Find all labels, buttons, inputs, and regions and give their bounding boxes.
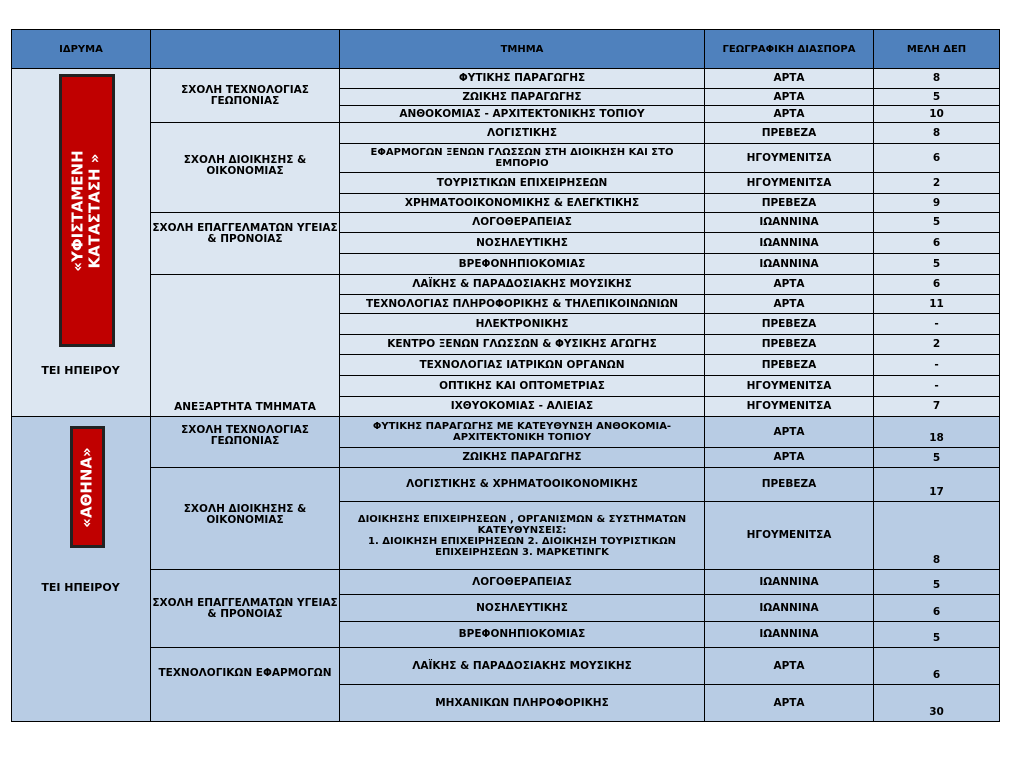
section1-loc-15 <box>704 375 874 397</box>
section1-dep-7 <box>873 212 1000 233</box>
section1-dept-12-text: ΗΛΕΚΤΡΟΝΙΚΗΣ <box>475 317 569 330</box>
section2-dep-1-text: 5 <box>932 452 941 464</box>
section1-loc-1 <box>704 88 874 106</box>
section1-dept-0 <box>339 68 705 89</box>
section1-school-1 <box>150 122 340 213</box>
section2-dep-7 <box>873 647 1000 685</box>
section2-dept-2 <box>339 467 705 502</box>
section2-banner-text: «ΑΘΗΝΑ» <box>78 446 96 528</box>
section1-dep-14 <box>873 354 1000 376</box>
section2-dep-7-text: 6 <box>932 669 941 681</box>
section2-dep-1 <box>873 447 1000 468</box>
section2-school-3-text: ΤΕΧΝΟΛΟΓΙΚΩΝ ΕΦΑΡΜΟΓΩΝ <box>158 667 332 679</box>
section1-dep-4 <box>873 143 1000 173</box>
section2-dep-2 <box>873 467 1000 502</box>
section1-school-3 <box>150 274 340 417</box>
section2-dept-5-text: ΝΟΣΗΛΕΥΤΙΚΗΣ <box>476 601 568 614</box>
header-tmima <box>339 29 705 69</box>
section1-loc-6 <box>704 193 874 213</box>
section2-dep-8 <box>873 684 1000 722</box>
section2-loc-2 <box>704 467 874 502</box>
section1-dept-10 <box>339 274 705 295</box>
section1-dept-7 <box>339 212 705 233</box>
section1-loc-1-text: ΑΡΤΑ <box>773 90 805 103</box>
section1-dept-6-text: ΧΡΗΜΑΤΟΟΙΚΟΝΟΜΙΚΗΣ & ΕΛΕΓΚΤΙΚΗΣ <box>404 196 640 209</box>
section1-dep-15 <box>873 375 1000 397</box>
section1-dept-3 <box>339 122 705 144</box>
section1-dept-8 <box>339 232 705 254</box>
section1-loc-12-text: ΠΡΕΒΕΖΑ <box>761 317 817 330</box>
section1-loc-15-text: ΗΓΟΥΜΕΝΙΤΣΑ <box>746 379 832 392</box>
section1-dept-2-text: ΑΝΘΟΚΟΜΙΑΣ - ΑΡΧΙΤΕΚΤΟΝΙΚΗΣ ΤΟΠΙΟΥ <box>399 107 645 120</box>
section2-dept-8 <box>339 684 705 722</box>
section1-dep-3-text: 8 <box>932 126 941 139</box>
section2-loc-4-text: ΙΩΑΝΝΙΝΑ <box>759 575 819 588</box>
section1-loc-6-text: ΠΡΕΒΕΖΑ <box>761 196 817 209</box>
section1-dep-5-text: 2 <box>932 176 941 189</box>
section1-dep-15-text: - <box>934 379 939 392</box>
section1-dept-16 <box>339 396 705 417</box>
section1-loc-8-text: ΙΩΑΝΝΙΝΑ <box>759 236 819 249</box>
section1-loc-8 <box>704 232 874 254</box>
section1-dep-8-text: 6 <box>932 236 941 249</box>
section2-dept-6-text: ΒΡΕΦΟΝΗΠΙΟΚΟΜΙΑΣ <box>458 628 586 640</box>
section1-school-0-text: ΣΧΟΛΗ ΤΕΧΝΟΛΟΓΙΑΣ ΓΕΩΠΟΝΙΑΣ <box>181 83 309 107</box>
section1-loc-16 <box>704 396 874 417</box>
section1-dep-8 <box>873 232 1000 254</box>
section2-school-2 <box>150 569 340 648</box>
header-meli <box>873 29 1000 69</box>
section1-dept-1-text: ΖΩΙΚΗΣ ΠΑΡΑΓΩΓΗΣ <box>462 90 582 103</box>
section2-dept-0 <box>339 416 705 448</box>
section2-dept-2-text: ΛΟΓΙΣΤΙΚΗΣ & ΧΡΗΜΑΤΟΟΙΚΟΝΟΜΙΚΗΣ <box>406 478 638 490</box>
section1-dept-9-text: ΒΡΕΦΟΝΗΠΙΟΚΟΜΙΑΣ <box>458 257 586 270</box>
section1-loc-14-text: ΠΡΕΒΕΖΑ <box>761 358 817 371</box>
section2-loc-3-text: ΗΓΟΥΜΕΝΙΤΣΑ <box>746 529 832 541</box>
section2-dep-0 <box>873 416 1000 448</box>
section1-school-3-text: ΑΝΕΞΑΡΤΗΤΑ ΤΜΗΜΑΤΑ <box>174 401 316 413</box>
section2-dep-0-text: 18 <box>929 432 944 444</box>
section2-dept-5 <box>339 594 705 622</box>
section1-loc-3-text: ΠΡΕΒΕΖΑ <box>761 126 817 139</box>
section2-school-1-text: ΣΧΟΛΗ ΔΙΟΙΚΗΣΗΣ & ΟΙΚΟΝΟΜΙΑΣ <box>183 503 307 526</box>
section2-dep-6-text: 5 <box>932 632 941 644</box>
section2-school-3 <box>150 647 340 722</box>
header-diaspora <box>704 29 874 69</box>
section2-loc-3 <box>704 501 874 570</box>
section1-dep-9 <box>873 253 1000 275</box>
section1-dep-4-text: 6 <box>932 151 941 164</box>
section1-dep-0 <box>873 68 1000 89</box>
section2-dep-5 <box>873 594 1000 622</box>
section1-loc-4 <box>704 143 874 173</box>
section2-loc-1-text: ΑΡΤΑ <box>773 451 805 463</box>
section2-dep-2-text: 17 <box>929 486 944 498</box>
section2-loc-8-text: ΑΡΤΑ <box>773 696 805 709</box>
section1-loc-5-text: ΗΓΟΥΜΕΝΙΤΣΑ <box>746 176 832 189</box>
section1-loc-11-text: ΑΡΤΑ <box>773 297 805 310</box>
section1-dept-5-text: ΤΟΥΡΙΣΤΙΚΩΝ ΕΠΙΧΕΙΡΗΣΕΩΝ <box>436 176 608 189</box>
section1-dep-7-text: 5 <box>932 216 941 228</box>
header-tmima-text: ΤΜΗΜΑ <box>500 43 544 55</box>
section2-banner <box>70 426 105 548</box>
section1-dept-6 <box>339 193 705 213</box>
section1-dep-6 <box>873 193 1000 213</box>
section1-dept-15 <box>339 375 705 397</box>
header-idryma <box>11 29 151 69</box>
section1-dept-5 <box>339 172 705 194</box>
section1-loc-9 <box>704 253 874 275</box>
section2-loc-7 <box>704 647 874 685</box>
section1-dept-16-text: ΙΧΘΥΟΚΟΜΙΑΣ - ΑΛΙΕΙΑΣ <box>450 400 594 412</box>
section2-dept-1-text: ΖΩΙΚΗΣ ΠΑΡΑΓΩΓΗΣ <box>462 451 582 463</box>
section1-dept-11 <box>339 294 705 314</box>
section1-dep-13 <box>873 334 1000 355</box>
section1-dep-11 <box>873 294 1000 314</box>
section1-dept-10-text: ΛΑΪΚΗΣ & ΠΑΡΑΔΟΣΙΑΚΗΣ ΜΟΥΣΙΚΗΣ <box>412 278 632 290</box>
section1-dep-13-text: 2 <box>932 338 941 350</box>
section1-school-2-text: ΣΧΟΛΗ ΕΠΑΓΓΕΛΜΑΤΩΝ ΥΓΕΙΑΣ & ΠΡΟΝΟΙΑΣ <box>152 222 338 245</box>
section2-dept-7 <box>339 647 705 685</box>
section1-school-0 <box>150 68 340 123</box>
department-table <box>11 29 1000 721</box>
section2-dept-7-text: ΛΑΪΚΗΣ & ΠΑΡΑΔΟΣΙΑΚΗΣ ΜΟΥΣΙΚΗΣ <box>412 659 632 672</box>
section1-dep-1 <box>873 88 1000 106</box>
section1-dep-5 <box>873 172 1000 194</box>
section1-dep-14-text: - <box>934 358 939 371</box>
section1-dept-14-text: ΤΕΧΝΟΛΟΓΙΑΣ ΙΑΤΡΙΚΩΝ ΟΡΓΑΝΩΝ <box>419 358 625 371</box>
section1-loc-14 <box>704 354 874 376</box>
section2-dep-8-text: 30 <box>929 706 944 718</box>
section1-dep-0-text: 8 <box>932 72 941 84</box>
section1-dep-11-text: 11 <box>929 297 944 310</box>
section1-dept-12 <box>339 313 705 335</box>
section2-dep-3 <box>873 501 1000 570</box>
section1-dept-13 <box>339 334 705 355</box>
section1-loc-0-text: ΑΡΤΑ <box>773 72 805 84</box>
section2-school-2-text: ΣΧΟΛΗ ΕΠΑΓΓΕΛΜΑΤΩΝ ΥΓΕΙΑΣ & ΠΡΟΝΟΙΑΣ <box>152 596 338 620</box>
section1-loc-0 <box>704 68 874 89</box>
section1-loc-16-text: ΗΓΟΥΜΕΝΙΤΣΑ <box>746 400 832 412</box>
section1-dept-7-text: ΛΟΓΟΘΕΡΑΠΕΙΑΣ <box>472 216 572 228</box>
section1-dept-0-text: ΦΥΤΙΚΗΣ ΠΑΡΑΓΩΓΗΣ <box>458 72 586 84</box>
section2-dept-0-text: ΦΥΤΙΚΗΣ ΠΑΡΑΓΩΓΗΣ ΜΕ ΚΑΤΕΥΘΥΝΣΗ ΑΝΘΟΚΟΜΙΑ-ΑΡΧΙΤΕΚΤΟΝΙΚΗ ΤΟΠΙΟΥ <box>372 421 672 443</box>
section2-school-1 <box>150 467 340 570</box>
section1-institution: ΤΕΙ ΗΠΕΙΡΟΥ <box>41 364 120 377</box>
section2-loc-2-text: ΠΡΕΒΕΖΑ <box>761 478 817 490</box>
section1-banner <box>59 74 115 347</box>
section1-dep-10-text: 6 <box>932 278 941 290</box>
section1-dept-3-text: ΛΟΓΙΣΤΙΚΗΣ <box>487 126 557 139</box>
section2-dept-4 <box>339 569 705 595</box>
section1-loc-2 <box>704 105 874 123</box>
section1-dep-12 <box>873 313 1000 335</box>
section1-dept-9 <box>339 253 705 275</box>
section1-school-2 <box>150 212 340 275</box>
section1-loc-4-text: ΗΓΟΥΜΕΝΙΤΣΑ <box>746 151 832 164</box>
header-diaspora-text: ΓΕΩΓΡΑΦΙΚΗ ΔΙΑΣΠΟΡΑ <box>722 43 856 55</box>
section1-dep-6-text: 9 <box>932 196 941 209</box>
section1-banner-text: «ΥΦΙΣΤΑΜΕΝΗ ΚΑΤΑΣΤΑΣΗ » <box>69 149 105 272</box>
section2-school-0-text: ΣΧΟΛΗ ΤΕΧΝΟΛΟΓΙΑΣ ΓΕΩΠΟΝΙΑΣ <box>181 424 309 447</box>
section1-loc-13-text: ΠΡΕΒΕΖΑ <box>761 338 817 350</box>
section1-dept-4-text: ΕΦΑΡΜΟΓΩΝ ΞΕΝΩΝ ΓΛΩΣΣΩΝ ΣΤΗ ΔΙΟΙΚΗΣΗ ΚΑΙ ΣΤΟ ΕΜΠΟΡΙΟ <box>370 147 674 169</box>
section2-loc-8 <box>704 684 874 722</box>
section2-loc-6 <box>704 621 874 648</box>
section1-loc-7 <box>704 212 874 233</box>
section2-loc-1 <box>704 447 874 468</box>
section1-loc-11 <box>704 294 874 314</box>
section1-dept-2 <box>339 105 705 123</box>
section2-loc-0-text: ΑΡΤΑ <box>773 425 805 438</box>
section1-dept-8-text: ΝΟΣΗΛΕΥΤΙΚΗΣ <box>476 236 568 249</box>
section2-dept-3 <box>339 501 705 570</box>
section2-loc-4 <box>704 569 874 595</box>
section2-dep-6 <box>873 621 1000 648</box>
section2-dep-4 <box>873 569 1000 595</box>
section1-school-1-text: ΣΧΟΛΗ ΔΙΟΙΚΗΣΗΣ & ΟΙΚΟΝΟΜΙΑΣ <box>183 154 307 177</box>
section2-loc-6-text: ΙΩΑΝΝΙΝΑ <box>759 628 819 640</box>
section1-dept-14 <box>339 354 705 376</box>
section2-dep-3-text: 8 <box>932 554 941 566</box>
section1-dep-16-text: 7 <box>932 400 941 412</box>
section1-loc-12 <box>704 313 874 335</box>
header-meli-text: ΜΕΛΗ ΔΕΠ <box>906 43 967 55</box>
section2-dept-6 <box>339 621 705 648</box>
section2-dept-3-text: ΔΙΟΙΚΗΣΗΣ ΕΠΙΧΕΙΡΗΣΕΩΝ , ΟΡΓΑΝΙΣΜΩΝ & ΣΥΣΤΗΜΑΤΩΝ ΚΑΤΕΥΘΥΝΣΕΙΣ: 1. ΔΙΟΙΚΗΣΗ ΕΠΙΧΕΙΡΗΣΕΩΝ 2. ΔΙΟΙΚΗΣΗ ΤΟΥΡΙΣΤΙΚΩΝ ΕΠΙΧΕΙΡΗΣΕΩΝ 3. ΜΑΡΚΕΤΙΝΓΚ <box>357 513 687 558</box>
header-idryma-text: ΙΔΡΥΜΑ <box>59 43 103 55</box>
section1-loc-10 <box>704 274 874 295</box>
section1-dep-12-text: - <box>934 317 939 330</box>
section1-loc-10-text: ΑΡΤΑ <box>773 278 805 290</box>
section1-dep-16 <box>873 396 1000 417</box>
section2-institution: ΤΕΙ ΗΠΕΙΡΟΥ <box>41 581 120 594</box>
section1-loc-5 <box>704 172 874 194</box>
section2-loc-5 <box>704 594 874 622</box>
section1-dep-1-text: 5 <box>932 90 941 103</box>
section1-loc-9-text: ΙΩΑΝΝΙΝΑ <box>759 257 819 270</box>
section1-dept-1 <box>339 88 705 106</box>
section1-dep-10 <box>873 274 1000 295</box>
section1-dept-11-text: ΤΕΧΝΟΛΟΓΙΑΣ ΠΛΗΡΟΦΟΡΙΚΗΣ & ΤΗΛΕΠΙΚΟΙΝΩΝΙΩΝ <box>365 297 679 310</box>
section1-dep-3 <box>873 122 1000 144</box>
section2-dep-5-text: 6 <box>932 606 941 618</box>
section2-dept-4-text: ΛΟΓΟΘΕΡΑΠΕΙΑΣ <box>472 575 572 588</box>
section1-dept-4 <box>339 143 705 173</box>
section1-dept-15-text: ΟΠΤΙΚΗΣ ΚΑΙ ΟΠΤΟΜΕΤΡΙΑΣ <box>439 379 605 392</box>
section1-loc-3 <box>704 122 874 144</box>
section2-school-0 <box>150 416 340 468</box>
section2-dep-4-text: 5 <box>932 579 941 591</box>
section1-dept-13-text: ΚΕΝΤΡΟ ΞΕΝΩΝ ΓΛΩΣΣΩΝ & ΦΥΣΙΚΗΣ ΑΓΩΓΗΣ <box>387 338 657 350</box>
section1-dep-2-text: 10 <box>929 107 944 120</box>
section1-dep-2 <box>873 105 1000 123</box>
section1-loc-2-text: ΑΡΤΑ <box>773 107 805 120</box>
section1-loc-7-text: ΙΩΑΝΝΙΝΑ <box>759 216 819 228</box>
section1-dep-9-text: 5 <box>932 257 941 270</box>
header-school <box>150 29 340 69</box>
section2-dept-8-text: ΜΗΧΑΝΙΚΩΝ ΠΛΗΡΟΦΟΡΙΚΗΣ <box>435 696 609 709</box>
section1-loc-13 <box>704 334 874 355</box>
section2-loc-0 <box>704 416 874 448</box>
section2-loc-5-text: ΙΩΑΝΝΙΝΑ <box>759 601 819 614</box>
section2-loc-7-text: ΑΡΤΑ <box>773 659 805 672</box>
section2-dept-1 <box>339 447 705 468</box>
